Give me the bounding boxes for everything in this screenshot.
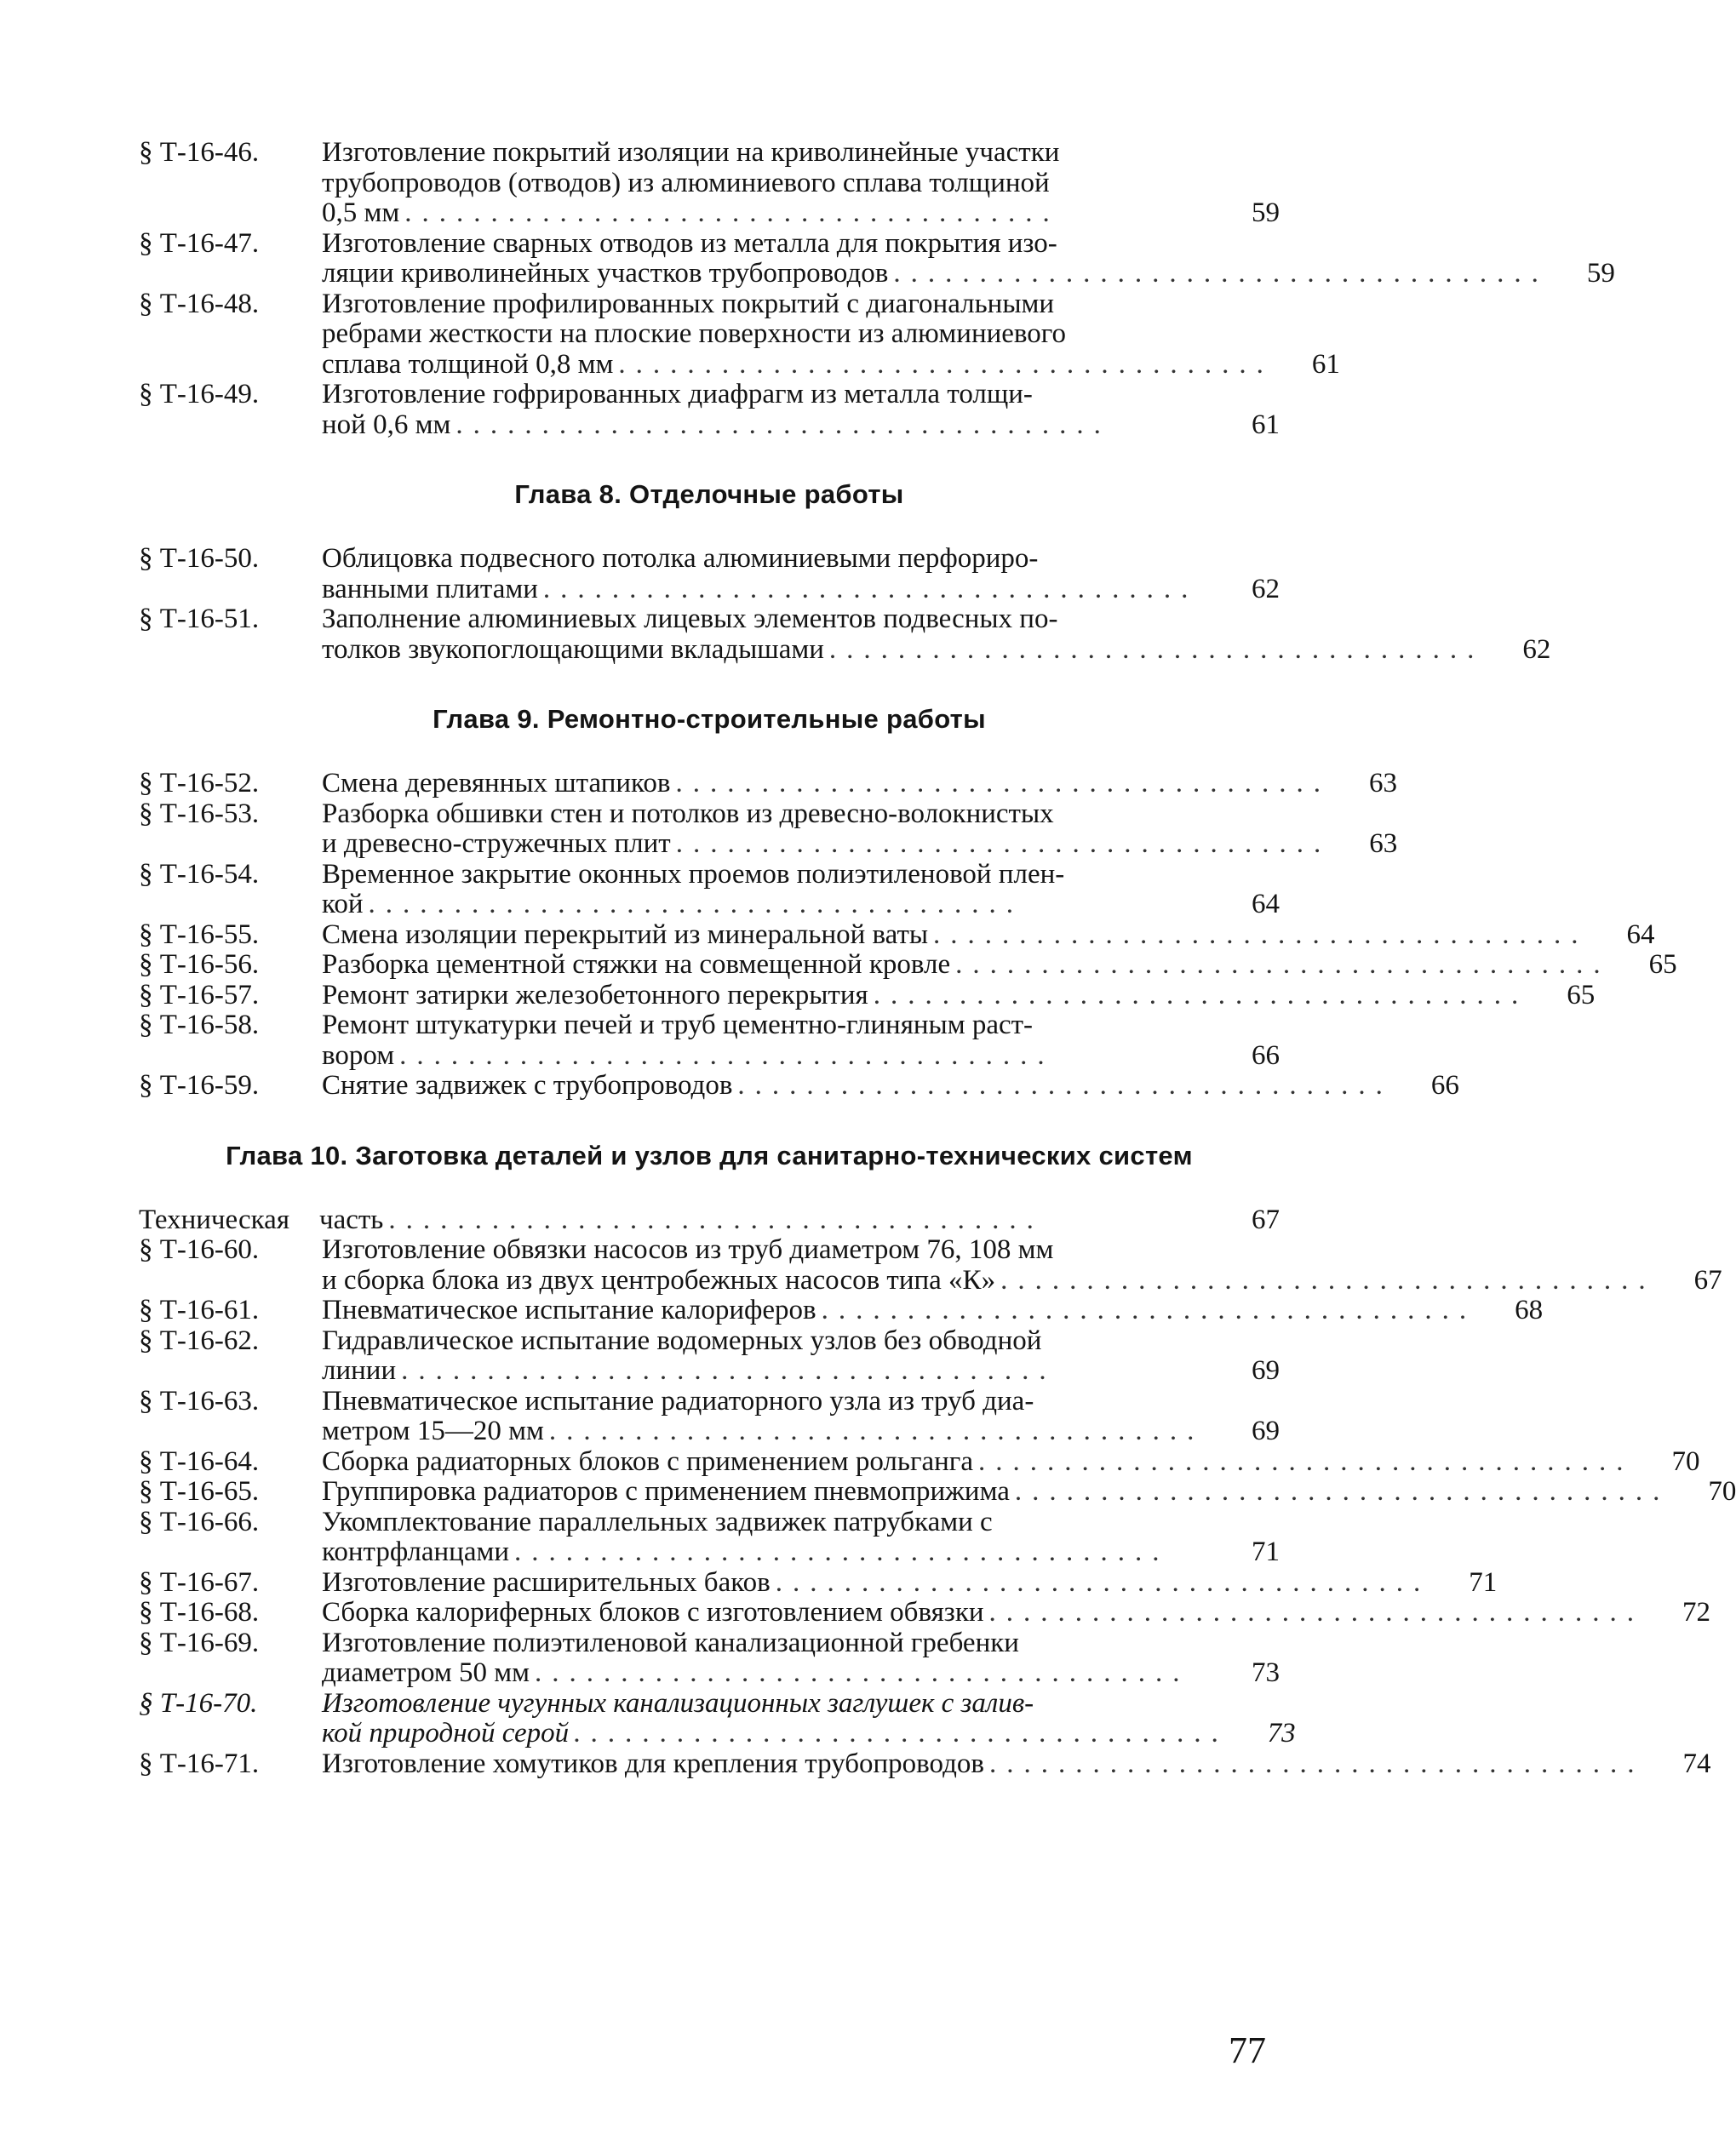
leader-dots: ...................................... [873,979,1529,1010]
entry-page: 64 [1252,889,1280,919]
entry-title [322,1689,1229,1749]
leader-dots: ...................................... [977,1445,1634,1477]
toc-entry [139,1508,1280,1568]
entry-title-line: кой [322,889,364,919]
toc-group-chapter9 [139,768,1677,1102]
entry-title-line: Изготовление покрытий изоляции на криволинейные участки [322,137,1060,168]
toc-entry [139,544,1280,604]
toc-entry [139,860,1280,920]
entry-title-line: 0,5 мм [322,197,400,228]
entry-title-line: Изготовление чугунных канализационных заглушек с залив- [322,1687,1034,1719]
entry-title-line: ляции криволинейных участков трубопроводов [322,258,889,289]
entry-title-line: Пневматическое испытание калориферов [322,1295,816,1325]
toc-entry [139,1010,1280,1071]
entry-title [322,1508,1213,1568]
entry-code: § Т-16-46. [139,137,260,168]
entry-page: 69 [1252,1416,1280,1446]
leader-dots: ...................................... [388,1204,1044,1235]
entry-page: 67 [1693,1264,1722,1296]
entry-page: 70 [1671,1445,1700,1477]
entry-title-line: вором [322,1039,395,1071]
entry-page: 62 [1522,633,1551,665]
toc-entry [139,1445,1700,1478]
entry-title [322,1568,1430,1599]
entry-title [322,138,1213,229]
entry-code: § Т-16-63. [139,1385,260,1417]
entry-title-line: Изготовление сварных отводов из металла для покрытия изо- [322,227,1057,259]
leader-dots: ...................................... [542,573,1199,604]
table-of-contents [139,137,1736,1779]
entry-title [322,950,1611,981]
entry-title [322,1296,1476,1326]
entry-title-line: толков звукопоглощающими вкладышами [322,633,824,665]
entry-title-line: Гидравлическое испытание водомерных узлов без обводной [322,1325,1042,1356]
toc-entry [139,1387,1280,1447]
toc-entry [139,949,1677,981]
entry-code: § Т-16-58. [139,1010,260,1040]
leader-dots: ...................................... [368,889,1024,919]
entry-code: § Т-16-67. [139,1566,260,1598]
entry-code: Техническая [139,1204,290,1235]
entry-page: 66 [1430,1070,1459,1101]
entry-title-line: кой природной серой [322,1718,570,1748]
entry-title [322,769,1331,799]
entry-title [322,920,1589,951]
entry-title-line: Сборка радиаторных блоков с применением рольганга [322,1445,973,1477]
leader-dots: ...................................... [775,1566,1431,1598]
leader-dots: ...................................... [675,828,1332,859]
entry-title [322,1447,1633,1478]
entry-title-line: Ремонт затирки железобетонного перекрытия [322,979,868,1010]
entry-title [322,1071,1393,1102]
entry-title-line: Изготовление профилированных покрытий с диагональными [322,288,1055,319]
entry-page: 67 [1252,1204,1280,1235]
entry-title-line: Временное закрытие оконных проемов полиэтиленовой плен- [322,858,1065,890]
toc-entry [139,1566,1498,1599]
entry-title [322,604,1484,665]
entry-title-line: сплава толщиной 0,8 мм [322,348,614,380]
entry-title-line: Разборка обшивки стен и потолков из древесно-волокнистых [322,798,1054,829]
entry-title-line: Смена деревянных штапиков [322,768,671,798]
entry-title [322,1628,1213,1689]
entry-code: § Т-16-61. [139,1295,260,1325]
leader-dots: ...................................... [455,409,1111,440]
entry-page: 65 [1567,979,1596,1010]
entry-code: § Т-16-59. [139,1070,260,1101]
entry-title-line: Изготовление расширительных баков [322,1566,771,1598]
chapter-10-heading: Глава 10. Заготовка деталей и узлов для санитарно-технических систем [226,1140,1193,1170]
entry-page: 73 [1267,1718,1296,1748]
entry-code: § Т-16-51. [139,604,260,634]
entry-page: 71 [1469,1566,1498,1598]
entry-title-line: Изготовление гофрированных диафрагм из металла толщи- [322,379,1033,409]
entry-title-line: ной 0,6 мм [322,409,451,440]
entry-page: 72 [1682,1597,1711,1628]
toc-entry [139,1476,1736,1508]
entry-title [322,860,1213,920]
entry-title-line: Разборка цементной стяжки на совмещенной кровле [322,949,951,980]
entry-title-line: ребрами жесткости на плоские поверхности из алюминиевого [322,318,1066,349]
entry-page: 66 [1252,1039,1280,1071]
leader-dots: ...................................... [737,1070,1393,1101]
entry-page: 70 [1708,1476,1736,1507]
entry-title [322,1326,1213,1387]
leader-dots: ...................................... [574,1718,1229,1748]
entry-title-line: Снятие задвижек с трубопроводов [322,1070,733,1101]
entry-title-line: диаметром 50 мм [322,1657,530,1688]
entry-title-line: Облицовка подвесного потолка алюминиевыми перфориро- [322,543,1039,574]
entry-title-line: Сборка калориферных блоков с изготовлением обвязки [322,1597,984,1628]
leader-dots: ...................................... [618,348,1274,380]
entry-title [322,1749,1644,1780]
entry-page: 74 [1682,1748,1711,1779]
toc-group-chapter10 [139,1234,1736,1779]
entry-page: 63 [1368,768,1397,798]
leader-dots: ...................................... [401,1355,1057,1386]
entry-code: § Т-16-56. [139,949,260,980]
leader-dots: ...................................... [399,1039,1055,1071]
toc-entry [139,979,1596,1011]
entry-code: § Т-16-55. [139,919,260,950]
leader-dots: ...................................... [548,1416,1205,1446]
entry-page: 63 [1369,828,1398,859]
toc-group-chapter8 [139,543,1551,665]
entry-page: 73 [1252,1657,1280,1688]
entry-title [322,1387,1213,1447]
entry-code: § Т-16-53. [139,798,260,829]
entry-title [322,1598,1644,1628]
chapter-8-heading: Глава 8. Отделочные работы [514,479,904,509]
toc-entry [139,604,1551,665]
entry-page: 61 [1311,348,1340,380]
toc-entry-technical-part [139,1205,1280,1236]
toc-entry [139,1326,1280,1387]
leader-dots: ...................................... [534,1657,1190,1688]
entry-page: 62 [1252,573,1280,604]
leader-dots: ...................................... [821,1295,1477,1325]
toc-entry [139,227,1615,289]
leader-dots: ...................................... [675,768,1331,798]
entry-title [322,289,1274,381]
entry-page: 61 [1252,409,1280,440]
entry-page: 65 [1648,949,1677,980]
entry-title-line: Изготовление полиэтиленовой канализационной гребенки [322,1627,1019,1658]
entry-page: 59 [1252,197,1280,228]
entry-title [322,544,1213,604]
entry-code: § Т-16-49. [139,379,260,409]
leader-dots: ...................................... [988,1597,1645,1628]
toc-entry [139,1234,1722,1296]
entry-title-line: ванными плитами [322,573,538,604]
entry-code: § Т-16-52. [139,768,260,798]
entry-title-line: и сборка блока из двух центробежных насосов типа «К» [322,1264,996,1296]
entry-code: § Т-16-60. [139,1234,260,1265]
leader-dots: ...................................... [1014,1476,1670,1507]
entry-title-line: и древесно-стружечных плит [322,828,671,859]
entry-code: § Т-16-48. [139,288,260,319]
entry-title-line: Укомплектование параллельных задвижек патрубками с [322,1506,993,1537]
toc-entry [139,1628,1280,1689]
leader-dots: ...................................... [514,1537,1170,1567]
leader-dots: ...................................... [893,258,1549,289]
toc-entry [139,1597,1711,1628]
entry-code: § Т-16-62. [139,1325,260,1356]
leader-dots: ...................................... [828,633,1485,665]
page-number: 77 [1229,2029,1266,2071]
entry-title-line: метром 15—20 мм [322,1416,544,1446]
entry-code: § Т-16-68. [139,1597,260,1628]
entry-title-line: трубопроводов (отводов) из алюминиевого сплава толщиной [322,167,1050,198]
toc-entry [139,1295,1544,1326]
entry-title-line: Изготовление хомутиков для крепления трубопроводов [322,1748,984,1779]
entry-title-line: Пневматическое испытание радиаторного узла из труб диа- [322,1385,1034,1417]
entry-code: § Т-16-50. [139,543,260,574]
entry-title [322,981,1528,1011]
toc-entry [139,919,1655,951]
toc-group-chapter7-tail [139,137,1615,440]
toc-entry [139,1687,1296,1749]
entry-code: § Т-16-64. [139,1445,260,1477]
entry-code: § Т-16-47. [139,227,260,259]
toc-entry [139,288,1340,381]
entry-code: § Т-16-57. [139,979,260,1010]
entry-title [322,1010,1213,1071]
entry-title-line: контрфланцами [322,1537,510,1567]
leader-dots: ...................................... [404,197,1060,228]
entry-code: § Т-16-69. [139,1627,260,1658]
entry-code: § Т-16-70. [139,1687,258,1719]
entry-title-line: линии [322,1355,397,1386]
entry-title-line: Ремонт штукатурки печей и труб цементно-глиняным раст- [322,1010,1034,1040]
leader-dots: ...................................... [933,919,1589,950]
entry-page: 71 [1252,1537,1280,1567]
entry-title-line: Заполнение алюминиевых лицевых элементов подвесных по- [322,604,1058,634]
toc-entry [139,380,1280,440]
leader-dots: ...................................... [988,1748,1645,1779]
toc-entry [139,768,1397,799]
toc-entry [139,1070,1459,1102]
entry-title: часть ...................................... [319,1205,1213,1236]
entry-title [322,229,1549,289]
leader-dots: ...................................... [955,949,1611,980]
entry-title [322,1235,1656,1296]
entry-code: § Т-16-66. [139,1506,260,1537]
entry-page: 59 [1586,258,1615,289]
chapter-9-heading: Глава 9. Ремонтно-строительные работы [433,704,986,734]
toc-entry [139,138,1280,229]
entry-page: 68 [1515,1295,1544,1325]
entry-page: 69 [1252,1355,1280,1386]
entry-title [322,380,1213,440]
entry-page: 64 [1626,919,1655,950]
entry-title [322,1477,1670,1508]
entry-title-line: Группировка радиаторов с применением пневмоприжима [322,1476,1010,1507]
entry-code: § Т-16-54. [139,858,260,890]
entry-title-line: Изготовление обвязки насосов из труб диаметром 76, 108 мм [322,1234,1054,1265]
toc-entry [139,798,1398,860]
leader-dots: ...................................... [1000,1264,1656,1296]
entry-title [322,799,1331,860]
entry-title-line: Смена изоляции перекрытий из минеральной ваты [322,919,929,950]
entry-code: § Т-16-65. [139,1476,260,1507]
toc-entry [139,1748,1711,1780]
entry-code: § Т-16-71. [139,1748,260,1779]
